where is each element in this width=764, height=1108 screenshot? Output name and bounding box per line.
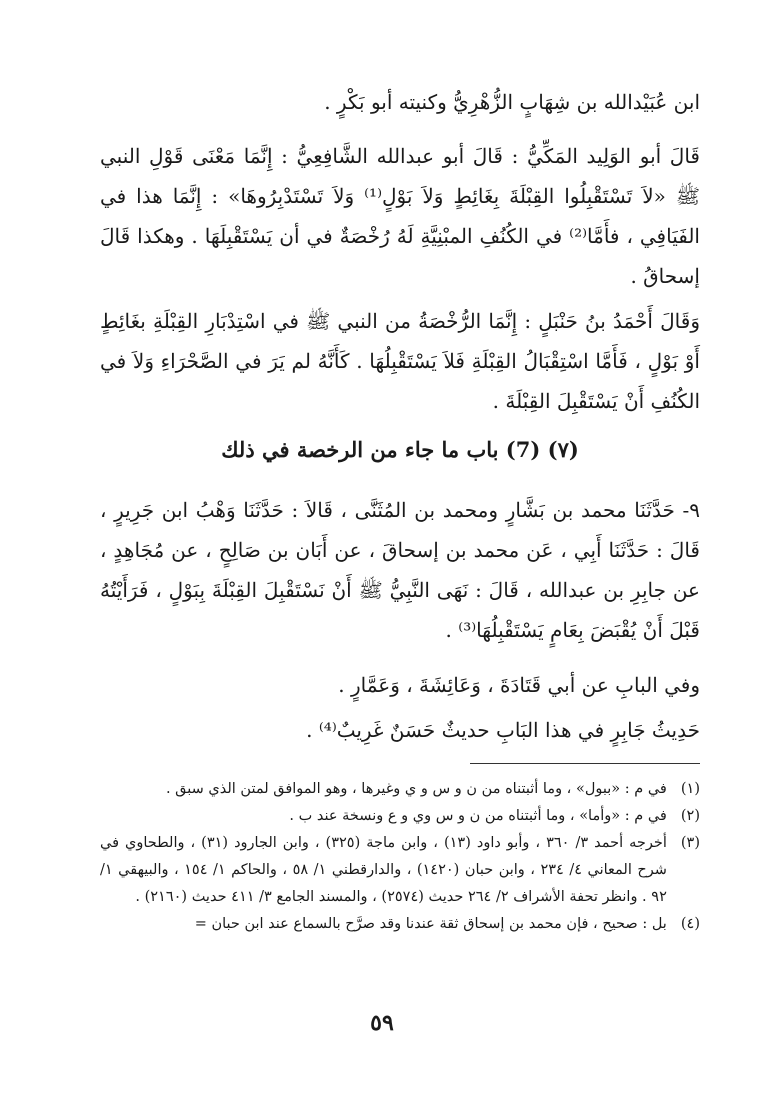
paragraph-grading: حَدِيثُ جَابِرٍ في هذا البَابِ حديثٌ حَسَنٌ غَرِيبٌ⁽⁴⁾ . xyxy=(306,718,700,742)
footnote-number: (٢) xyxy=(680,808,700,824)
footnote-number: (٣) xyxy=(680,835,700,851)
footnote-1 xyxy=(100,776,700,803)
footnote-number: (١) xyxy=(680,781,700,797)
footnote-text: بل : صحيح ، فإن محمد بن إسحاق ثقة عندنا وقد صرَّح بالسماع عند ابن حبان = xyxy=(194,916,667,932)
page-number: ٥٩ xyxy=(370,1010,394,1036)
footnote-2 xyxy=(100,803,700,830)
footnotes xyxy=(100,776,700,938)
footnote-number: (٤) xyxy=(680,916,700,932)
paragraph-hadith-9: ٩- حَدَّثَنَا محمد بن بَشَّارٍ ومحمد بن المُثَنَّى ، قَالاَ : حَدَّثَنَا وَهْبُ ابن جَرِيرٍ ، قَالَ : حَدَّثَنَا أَبِي ، عَن محمد بن إسحاقَ ، عن أَبَان بن صَالِحٍ ، عن مُجَاهِدٍ ، عن جابِرِ بن عبدالله ، قَالَ : نَهَى النَّبِيُّ ﷺ أَنْ نَسْتَقْبِلَ القِبْلَةَ بِبَوْلٍ ، فَرَأَيْتُهُ قَبْلَ أَنْ يُقْبَضَ بِعَامٍ يَسْتَقْبِلُهَا⁽³⁾ . xyxy=(100,498,700,642)
footnote-text: في م : «ببول» ، وما أثبتناه من ن و س و ي وغيرها ، وهو الموافق لمتن الذي سبق . xyxy=(165,781,667,797)
footnote-text: في م : «وأما» ، وما أثبتناه من ن و س وي و ع ونسخة عند ب . xyxy=(289,808,667,824)
footnote-text: أخرجه أحمد ٣/ ٣٦٠ ، وأبو داود (١٣) ، وابن ماجة (٣٢٥) ، وابن الجارود (٣١) ، والطحاوي في شرح المعاني ٤/ ٢٣٤ ، وابن حبان (١٤٢٠) ، والدارقطني ١/ ٥٨ ، والحاكم ١/ ١٥٤ ، والبيهقي ١/ ٩٢ . وانظر تحفة الأشراف ٢/ ٢٦٤ حديث (٢٥٧٤) ، والمسند الجامع ٣/ ٤١١ حديث (٢١٦٠) . xyxy=(100,835,667,905)
footnote-divider xyxy=(470,763,700,764)
paragraph-chapter-refs: وفي البابِ عن أبي قَتَادَةَ ، وَعَائِشَةَ ، وَعَمَّارٍ . xyxy=(338,673,700,697)
footnote-3 xyxy=(100,830,700,911)
paragraph-3: وَقَالَ أَحْمَدُ بنُ حَنْبَلٍ : إِنَّمَا الرُّخْصَةُ من النبي ﷺ في اسْتِدْبَارِ القِبْلَةِ بغَائِطٍ أَوْ بَوْلٍ ، فَأَمَّا اسْتِقْبَالُ القِبْلَةِ فَلاَ يَسْتَقْبِلُهَا . كَأَنَّهُ لم يَرَ في الصَّحْرَاءِ وَلاَ في الكُنُفِ أَنْ يَسْتَقْبِلَ القِبْلَةَ . xyxy=(100,309,700,413)
footnote-4 xyxy=(100,911,700,938)
paragraph-1: ابن عُبَيْدالله بن شِهَابٍ الزُّهْرِيُّ وكنيته أبو بَكْرٍ . xyxy=(324,90,700,114)
paragraph-2: قَالَ أبو الوَلِيد المَكِّيُّ : قَالَ أبو عبدالله الشَّافِعِيُّ : إِنَّمَا مَعْنَى قَوْلِ النبي ﷺ «لاَ تَسْتَقْبِلُوا القِبْلَةَ بِغَائِطٍ وَلاَ بَوْلٍ⁽¹⁾ وَلاَ تَسْتَدْبِرُوهَا» : إِنَّمَا هذا في الفَيَافِي ، فأَمَّا⁽²⁾ في الكُنُفِ المبْنِيَّةِ لَهُ رُخْصَةٌ في أن يَسْتَقْبِلَهَا . وهكذا قَالَ إسحاقُ . xyxy=(100,144,700,288)
chapter-heading: (٧) (7) باب ما جاء من الرخصة في ذلك xyxy=(221,437,579,462)
